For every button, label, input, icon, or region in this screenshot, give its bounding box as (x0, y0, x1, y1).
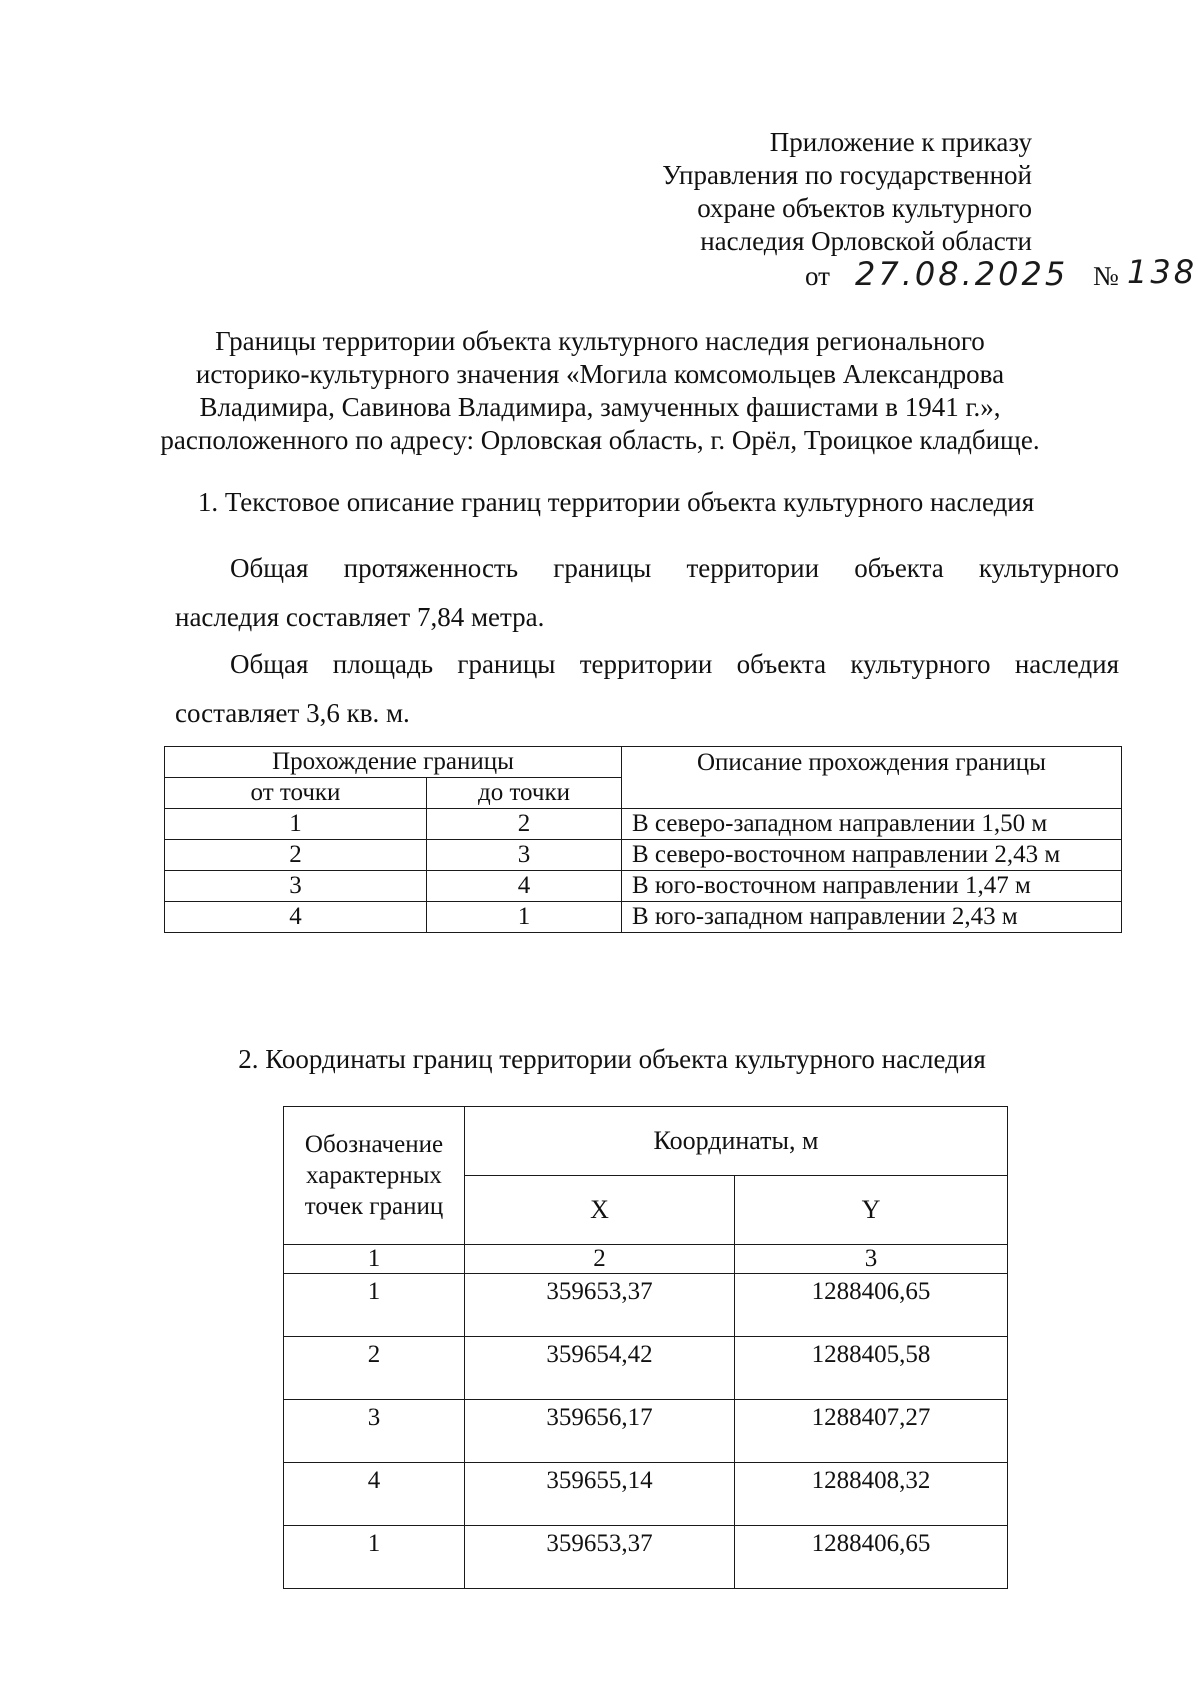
header-point-designation: Обозначение характерных точек границ (284, 1107, 465, 1245)
cell-from: 3 (165, 871, 427, 902)
paragraph-boundary-area (175, 648, 1119, 730)
header-to-point: до точки (427, 778, 622, 809)
section-2-heading: 2. Координаты границ территории объекта культурного наследия (238, 1044, 986, 1074)
title-line: расположенного по адресу: Орловская область, г. Орёл, Троицкое кладбище. (160, 425, 1040, 455)
header-coordinates: Координаты, м (465, 1107, 1008, 1176)
header-line: Приложение к приказу (769, 127, 1032, 157)
header-boundary-passage: Прохождение границы (165, 747, 622, 778)
paragraph-boundary-length (175, 552, 1119, 634)
table-row (284, 1526, 1008, 1589)
cell-y: 1288406,65 (735, 1526, 1008, 1589)
document-title (150, 325, 1050, 457)
paragraph-line: Общая протяженность границы территории объекта культурного (230, 553, 1119, 583)
order-prefix: от (805, 261, 830, 291)
cell-description: В северо-восточном направлении 2,43 м (622, 840, 1122, 871)
order-number-handwritten: 138 (1127, 253, 1198, 291)
table-row (165, 902, 1122, 933)
table-row (284, 1337, 1008, 1400)
paragraph-line: Общая площадь границы территории объекта культурного наследия (230, 649, 1119, 679)
column-number: 2 (465, 1245, 735, 1274)
cell-to: 4 (427, 871, 622, 902)
paragraph-line: наследия составляет 7,84 метра. (175, 602, 545, 632)
boundary-description-table (164, 746, 1122, 933)
cell-x: 359656,17 (465, 1400, 735, 1463)
cell-point: 3 (284, 1400, 465, 1463)
table-row (284, 1400, 1008, 1463)
table-header-row (165, 747, 1122, 778)
cell-description: В северо-западном направлении 1,50 м (622, 809, 1122, 840)
paragraph-line: составляет 3,6 кв. м. (175, 698, 410, 728)
cell-y: 1288407,27 (735, 1400, 1008, 1463)
header-line: Управления по государственной (662, 160, 1032, 190)
cell-x: 359653,37 (465, 1274, 735, 1337)
column-number: 3 (735, 1245, 1008, 1274)
cell-y: 1288405,58 (735, 1337, 1008, 1400)
title-line: историко-культурного значения «Могила комсомольцев Александрова (195, 359, 1005, 389)
cell-x: 359655,14 (465, 1463, 735, 1526)
cell-to: 3 (427, 840, 622, 871)
table-row (165, 871, 1122, 902)
cell-to: 1 (427, 902, 622, 933)
cell-description: В юго-восточном направлении 1,47 м (622, 871, 1122, 902)
section-1-heading: 1. Текстовое описание границ территории объекта культурного наследия (197, 487, 1035, 517)
header-y: Y (735, 1176, 1008, 1245)
order-date-number-line (805, 253, 1198, 297)
cell-from: 2 (165, 840, 427, 871)
header-boundary-description: Описание прохождения границы (622, 747, 1122, 809)
cell-point: 4 (284, 1463, 465, 1526)
title-line: Границы территории объекта культурного наследия регионального (215, 326, 985, 356)
table-row (165, 840, 1122, 871)
cell-to: 2 (427, 809, 622, 840)
cell-y: 1288406,65 (735, 1274, 1008, 1337)
cell-y: 1288408,32 (735, 1463, 1008, 1526)
header-from-point: от точки (165, 778, 427, 809)
header-line: наследия Орловской области (700, 226, 1032, 256)
number-sign: № (1093, 261, 1119, 291)
table-row (284, 1463, 1008, 1526)
header-line: охране объектов культурного (697, 193, 1032, 223)
appendix-header (662, 126, 1032, 258)
column-number: 1 (284, 1245, 465, 1274)
table-row (165, 809, 1122, 840)
cell-from: 1 (165, 809, 427, 840)
cell-from: 4 (165, 902, 427, 933)
table-row (284, 1274, 1008, 1337)
header-x: X (465, 1176, 735, 1245)
cell-description: В юго-западном направлении 2,43 м (622, 902, 1122, 933)
coordinates-table (283, 1106, 1008, 1589)
cell-point: 1 (284, 1274, 465, 1337)
order-date-handwritten: 27.08.2025 (855, 255, 1069, 293)
cell-x: 359653,37 (465, 1526, 735, 1589)
column-number-row (284, 1245, 1008, 1274)
cell-point: 2 (284, 1337, 465, 1400)
cell-x: 359654,42 (465, 1337, 735, 1400)
cell-point: 1 (284, 1526, 465, 1589)
title-line: Владимира, Савинова Владимира, замученных фашистами в 1941 г.», (199, 392, 1001, 422)
table-header-row (284, 1107, 1008, 1176)
